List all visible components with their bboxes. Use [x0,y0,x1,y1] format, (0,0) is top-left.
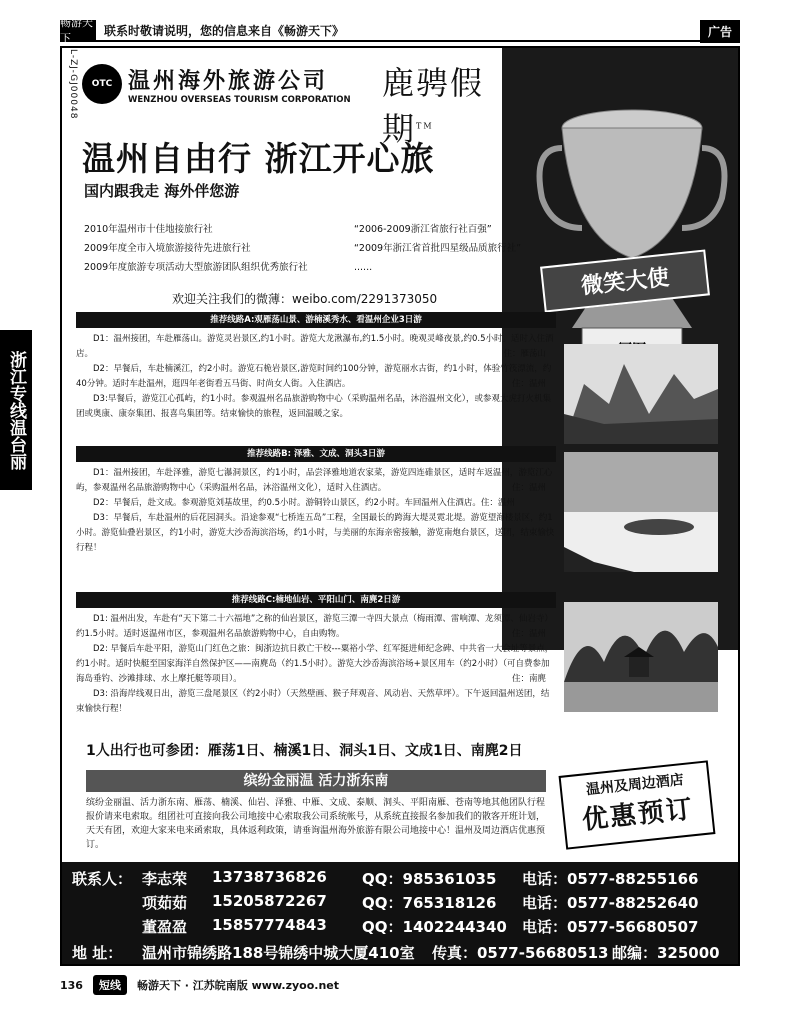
one-person-tours: 1人出行也可参团：雁荡1日、楠溪1日、洞头1日、文成1日、南麂2日 [86,743,523,759]
route-c-text [76,612,556,717]
hotel-booking-stamp: 温州及周边酒店 优惠预订 [559,760,716,849]
license-number: L-ZJ-GJ00048 [68,48,78,120]
trophy-image [532,88,732,378]
address-row: 地 址： 温州市锦绣路188号锦绣中城大厦410室 传真：0577-56680513 邮编：325000 [72,944,720,962]
magazine-mark: 畅游天下 [60,20,96,40]
side-tab: 浙江专线温台丽 [0,330,32,490]
mountain-photo [564,344,718,444]
top-bar [60,16,740,45]
header [62,48,502,148]
company-name [128,64,351,105]
itinerary-day: D2：早餐后，赴文成。参观游览刘基故里，约0.5小时。游铜铃山景区，约2小时。车回温州入住酒店。住：温州 [93,498,515,508]
brand-name: 鹿骋假期 [382,64,485,148]
itinerary-day: D3:早餐后，游览江心孤屿，约1小时。参观温州名品旅游购物中心（采购温州名品，沐浴温州文化），或参观大虎打火机集团或奥康、康奈集团、报喜鸟集团等。结束愉快的旅程，返回温暖之家。 [76,394,551,419]
source-notice: 联系时敬请说明，您的信息来自《畅游天下》 [104,23,345,38]
region-blurb: 缤纷金丽温、活力浙东南、雁荡、楠溪、仙岩、泽雅、中雁、文成、泰顺、洞头、平阳南雁、苍南等地其他团队行程报价请来电索取。组团社可直接向我公司地接中心索取我公司系统帐号，从系统直接报名参加我们的散客开班计划，天天有团，欢迎大家来电来函索取，具体返利政策，请垂询温州海外旅游有限公司地接中心！温州及周边酒店优惠预订。 [86,798,546,850]
footer-text: 畅游天下 · 江苏皖南版 www.zyoo.net [136,979,340,992]
award-row: 2010年温州市十佳地接旅行社 “2006-2009浙江省旅行社百强” [84,224,492,235]
pavilion-forest-photo [564,602,718,712]
itinerary-day: D1: 温州出发，车赴有“天下第二十六福地”之称的仙岩景区，游览三潭一寺四大景点（梅雨潭、雷响潭、龙须潭、仙岩寺）约1.5小时。适时返温州市区，参观温州名品旅游购物中心，自由购物。 住：温州 [76,614,553,639]
subheadline: 国内跟我走 海外伴您游 [84,182,240,200]
contact-row: 联系人： 李志荣 13738736826 QQ：985361035 电话：0577-88255166 [72,868,699,888]
region-banner: 缤纷金丽温 活力浙东南 [86,770,546,792]
awards-list [84,220,524,277]
contact-block [62,862,740,966]
itinerary-day: D3：早餐后，车赴温州的后花园洞头。沿途参观“七桥连五岛”工程，全国最长的跨海大堤灵霓北堤。游览望海楼景区，约1小时。游览仙叠岩景区，约1小时，游览大沙岙海滨浴场，约1小时，与美丽的东海亲密接触，游览南炮台景区，送团，结束愉快行程！ [76,513,555,553]
ad-tag: 广告 [700,20,740,43]
trademark: TM [416,121,434,131]
smile-ambassador-badge: 微笑大使 [540,249,710,312]
itinerary-day: D2：早餐后，车赴楠溪江，约2小时。游览石桅岩景区,游览时间约100分钟，游览丽水古街，约1小时，体验竹筏漂流，约40分钟。适时车赴温州，逛四年老街看五马街、时尚女人街。入住酒店。 住：温州 [76,364,552,389]
page-footer [60,975,740,995]
award-row: 2009年度旅游专项活动大型旅游团队组织优秀旅行社 ...... [84,262,373,273]
company-logo: OTC [82,64,122,104]
company-name-cn: 温州海外旅游公司 [128,67,329,94]
section-chip: 短线 [93,975,127,995]
weibo-link[interactable]: 欢迎关注我们的微薄：weibo.com/2291373050 [172,292,438,306]
contact-row: 项茹茹 15205872267 QQ：765318126 电话：0577-88252640 [142,892,699,912]
ad-panel [60,46,740,966]
route-a-title: 推荐线路A:观雁荡山景、游楠溪秀水、看温州企业3日游 [76,312,556,328]
itinerary-day: D1：温州接团，车赴泽雅，游览七瀑洞景区，约1小时，品尝泽雅地道农家菜，游览四连碓景区，适时车返温州，游览江心屿，参观温州名品旅游购物中心（采购温州名品，沐浴温州文化），适时入住酒店。 住：温州 [76,468,553,493]
headline: 温州自由行 浙江开心旅 [82,139,435,178]
route-c-title: 推荐线路C:楠地仙岩、平阳山门、南麂2日游 [76,592,556,608]
itinerary-day: D1：温州接团，车赴雁荡山。游览灵岩景区,约1小时。游览大龙湫瀑布,约1.5小时。晚观灵峰夜景,约0.5小时。适时入住酒店。 住：雁荡山 [76,334,554,359]
company-name-en: WENZHOU OVERSEAS TOURISM CORPORATION [128,94,351,105]
itinerary-day: D3: 沿海岸线观日出，游览三盘尾景区（约2小时）（天然壁画、猴子拜观音、风动岩、天然草坪）。下午返回温州送团，结束愉快行程！ [76,689,550,714]
route-a-text [76,332,556,422]
contact-row: 董盈盈 15857774843 QQ：1402244340 电话：0577-56680507 [142,916,699,936]
page-number: 136 [60,978,83,992]
award-row: 2009年度全市入境旅游接待先进旅行社 “2009年浙江省首批四星级品质旅行社” [84,243,522,254]
island-sea-photo [564,452,718,572]
route-b-title: 推荐线路B: 泽雅、文成、洞头3日游 [76,446,556,462]
route-b-text [76,466,556,556]
itinerary-day: D2: 早餐后车赴平阳，游览山门红色之旅：闽浙边抗日救亡干校---粟裕小学、红军挺进师纪念碑、中共省一大会址等景点，约1小时。适时快艇至国家海洋自然保护区——南麂岛（约1.5小时）。游览大沙岙海滨浴场+景区用车（约2小时）（可自费参加海岛垂钓、沙滩排球、水上摩托艇等项目）。 住：南麂 [76,644,554,684]
